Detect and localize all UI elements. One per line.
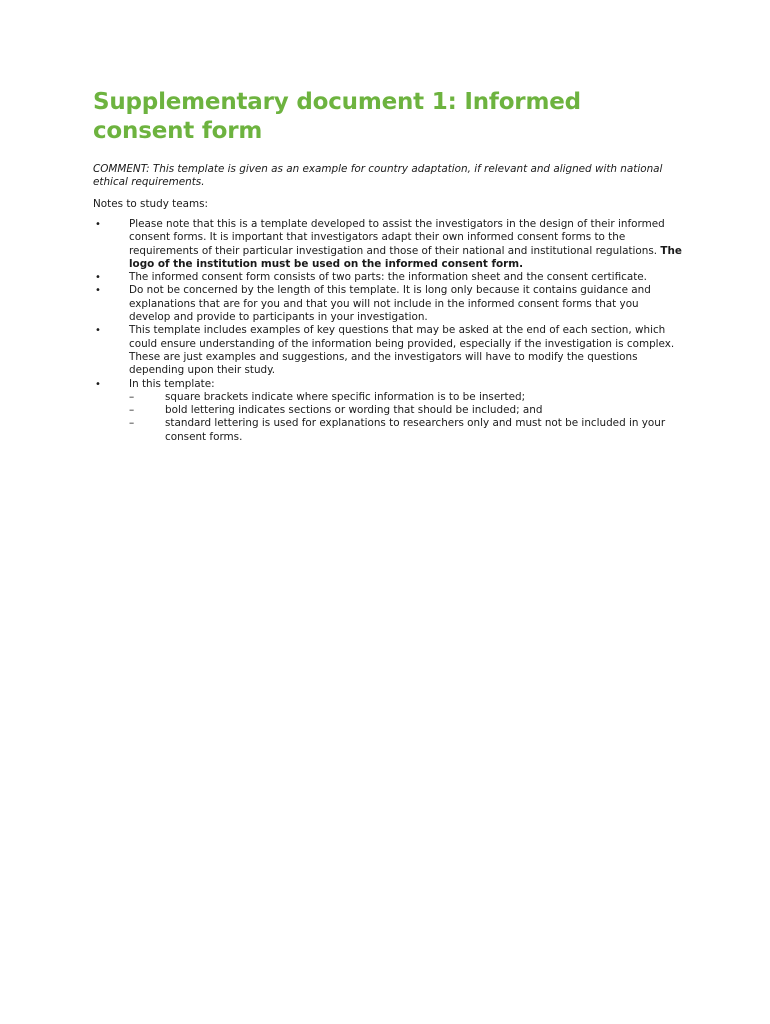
bullet-icon: • — [95, 272, 101, 284]
comment-text: COMMENT: This template is given as an example for country adaptation, if relevant and aligned with national ethical requirements. — [93, 163, 663, 188]
sub-item-text: bold lettering indicates sections or wording that should be included; and — [165, 404, 543, 417]
list-item — [93, 324, 683, 377]
list-item — [93, 271, 683, 284]
dash-icon: – — [129, 417, 135, 430]
sub-list-item — [129, 404, 683, 417]
dash-icon: – — [129, 404, 135, 417]
sub-list-item — [129, 391, 683, 404]
note-text: Please note that this is a template developed to assist the investigators in the design of their informed consent forms. It is important that investigators adapt their own informed consent forms to the requirements of their particular investigation and those of their national and institutional regulations. — [129, 218, 665, 257]
document-page — [93, 88, 683, 444]
bullet-icon: • — [95, 219, 101, 230]
sub-list — [129, 391, 683, 444]
dash-icon: – — [129, 390, 135, 403]
note-text: In this template: — [129, 377, 215, 390]
note-text: The informed consent form consists of two parts: the information sheet and the consent certificate. — [129, 271, 647, 284]
list-item — [93, 218, 683, 271]
sub-list-item — [129, 417, 683, 444]
bullet-icon: • — [95, 378, 101, 390]
note-text: This template includes examples of key questions that may be asked at the end of each section, which could ensure understanding of the information being provided, especially if the investigation is complex. These are just examples and suggestions, and the investigators will have to modify the questions depending upon their study. — [129, 324, 675, 377]
notes-list — [93, 218, 683, 444]
document-title: Supplementary document 1: Informed consent form — [93, 89, 581, 144]
sub-item-text: standard lettering is used for explanations to researchers only and must not be included in your consent forms. — [165, 417, 666, 443]
note-bold-text: The logo of the institution must be used on the informed consent form. — [129, 244, 682, 270]
sub-item-text: square brackets indicate where specific information is to be inserted; — [165, 390, 526, 403]
notes-label: Notes to study teams: — [93, 198, 209, 210]
list-item — [93, 284, 683, 324]
list-item — [93, 378, 683, 444]
bullet-icon: • — [95, 285, 101, 297]
bullet-icon: • — [95, 325, 101, 337]
note-text: Do not be concerned by the length of this template. It is long only because it contains guidance and explanations that are for you and that you will not include in the informed consent forms that you develop and provide to participants in your investigation. — [129, 284, 651, 324]
